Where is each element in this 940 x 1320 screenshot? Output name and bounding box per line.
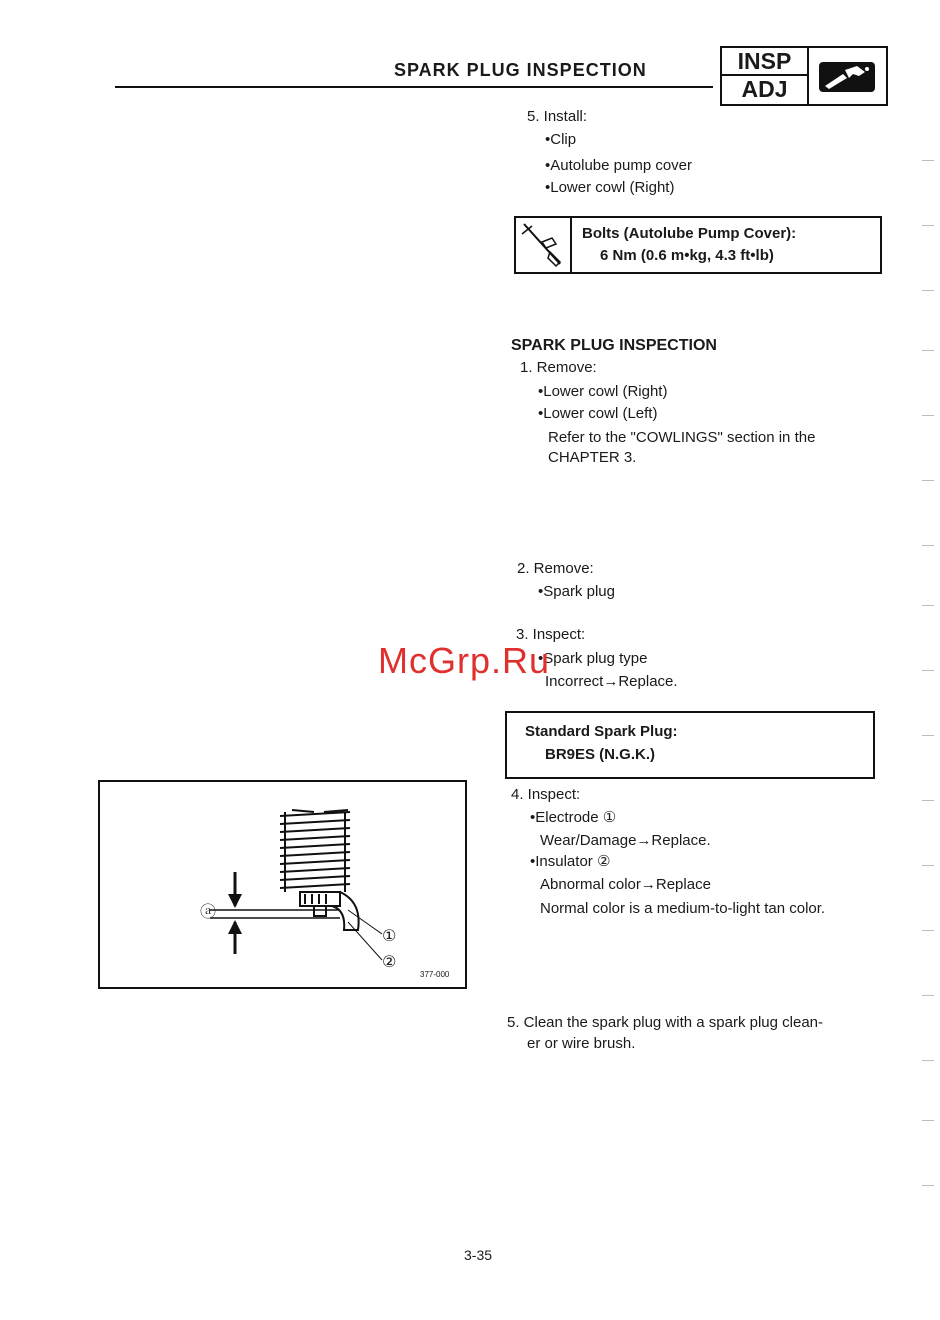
header-rule — [115, 86, 713, 88]
step-3-item: •Spark plug type — [538, 650, 648, 667]
margin-tick — [922, 160, 934, 161]
step-2-item: •Spark plug — [538, 583, 615, 600]
standard-plug-label: Standard Spark Plug: — [525, 723, 678, 740]
gap-label-a: ⓐ — [200, 904, 217, 921]
spark-plug-diagram — [100, 782, 465, 987]
badge-divider-v — [807, 48, 809, 104]
torque-line-2: 6 Nm (0.6 m•kg, 4.3 ft•lb) — [600, 247, 774, 264]
badge-insp-label: INSP — [737, 48, 792, 74]
margin-tick — [922, 1185, 934, 1186]
step-1-item: •Lower cowl (Right) — [538, 383, 668, 400]
step-4-electrode: •Electrode ① — [530, 809, 617, 826]
margin-tick — [922, 865, 934, 866]
figure-code: 377-000 — [420, 970, 450, 979]
step-4-heading: 4. Inspect: — [511, 786, 581, 803]
margin-tick — [922, 545, 934, 546]
standard-spark-plug-box — [505, 711, 875, 779]
torque-spec-box — [514, 216, 882, 274]
insp-adj-badge — [720, 46, 888, 106]
margin-tick — [922, 290, 934, 291]
margin-tick — [922, 415, 934, 416]
margin-tick — [922, 1120, 934, 1121]
watermark-text: McGrp.Ru — [378, 640, 551, 681]
center-electrode — [314, 906, 326, 916]
install-item: •Autolube pump cover — [545, 157, 693, 174]
torque-line-1: Bolts (Autolube Pump Cover): — [582, 225, 797, 242]
margin-tick — [922, 605, 934, 606]
margin-tick — [922, 800, 934, 801]
badge-adj-label: ADJ — [741, 76, 788, 102]
step-4-electrode-result: Wear/Damage→Replace. — [540, 832, 711, 849]
spark-plug-thread — [280, 810, 350, 892]
standard-plug-value: BR9ES (N.G.K.) — [545, 746, 656, 763]
install-item: •Lower cowl (Right) — [545, 179, 675, 196]
step-5-clean-line: er or wire brush. — [527, 1035, 636, 1052]
electrode-label-1: ① — [382, 928, 397, 945]
section-title: SPARK PLUG INSPECTION — [511, 337, 717, 354]
install-step-heading: 5. Install: — [527, 108, 588, 125]
margin-tick — [922, 225, 934, 226]
wrench-icon — [819, 62, 875, 92]
step-1-heading: 1. Remove: — [520, 359, 597, 376]
insulator-label-2: ② — [382, 954, 397, 971]
step-4-insulator-note: Normal color is a medium-to-light tan color. — [540, 900, 826, 917]
step-2-heading: 2. Remove: — [517, 560, 594, 577]
step-4-insulator: •Insulator ② — [530, 853, 611, 870]
step-4-insulator-result: Abnormal color→Replace — [540, 876, 711, 893]
page-number: 3-35 — [464, 1247, 493, 1263]
step-1-note: CHAPTER 3. — [548, 449, 637, 466]
install-item: •Clip — [545, 131, 577, 148]
step-1-note: Refer to the "COWLINGS" section in the — [548, 429, 816, 446]
step-5-clean-line: 5. Clean the spark plug with a spark plug clean- — [507, 1014, 824, 1031]
margin-tick — [922, 995, 934, 996]
torque-wrench-icon — [516, 218, 572, 272]
step-3-result: Incorrect→Replace. — [545, 673, 678, 690]
step-3-heading: 3. Inspect: — [516, 626, 586, 643]
ground-electrode — [332, 892, 359, 930]
step-1-item: •Lower cowl (Left) — [538, 405, 658, 422]
spark-plug-figure — [98, 780, 467, 989]
header-title: SPARK PLUG INSPECTION — [394, 60, 647, 80]
margin-tick — [922, 480, 934, 481]
margin-tick — [922, 1060, 934, 1061]
margin-tick — [922, 350, 934, 351]
margin-tick — [922, 930, 934, 931]
margin-tick — [922, 735, 934, 736]
margin-tick — [922, 670, 934, 671]
